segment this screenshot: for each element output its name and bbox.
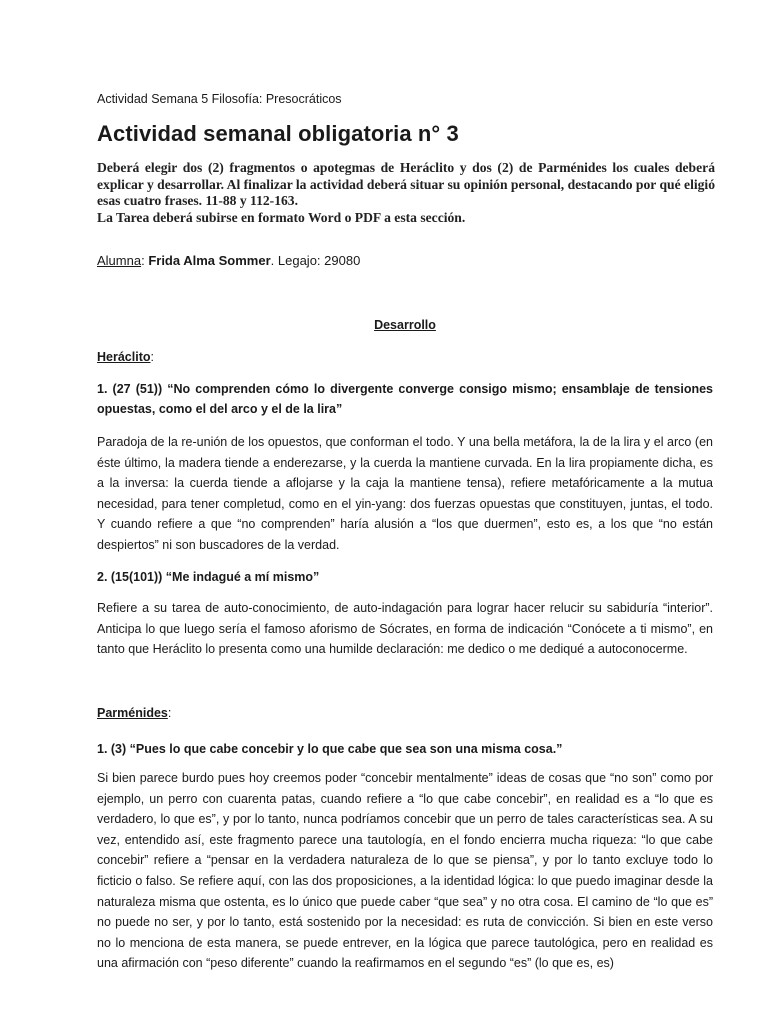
heraclito-fragment-1-quote: 1. (27 (51)) “No comprenden cómo lo divergente converge consigo mismo; ensamblaje de tensiones opuestas, como el del arco y el de la lira”: [97, 382, 713, 416]
parmenides-heading-text: Parménides: [97, 706, 168, 720]
parmenides-fragment-1-quote: 1. (3) “Pues lo que cabe concebir y lo que cabe que sea son una misma cosa.”: [97, 742, 563, 756]
heraclito-fragment-2-quote: 2. (15(101)) “Me indagué a mí mismo”: [97, 570, 320, 584]
student-label: Alumna: [97, 253, 142, 268]
development-heading: Desarrollo: [374, 318, 436, 332]
instructions-text: Deberá elegir dos (2) fragmentos o apotegmas de Heráclito y dos (2) de Parménides los cuales deberá explicar y desarrollar. Al finalizar la actividad deberá situar su opinión personal, destacando por qué eligió esas cuatro frases. 11-88 y 112-163.: [97, 160, 715, 208]
heraclito-heading-text: Heráclito: [97, 350, 151, 364]
legajo-label: . Legajo:: [270, 253, 325, 268]
parmenides-fragment-1-commentary: Si bien parece burdo pues hoy creemos poder “concebir mentalmente” ideas de cosas que “no son” como por ejemplo, un perro con cuarenta patas, cuando refiere a “lo que cabe concebir”, en realidad es a “lo que es verdadero, lo que es”, y por lo tanto, nunca podríamos concebir que un perro de tales características sea. A su vez, entendido así, este fragmento parece una tautología, en el fondo encierra mucha riqueza: “lo que cabe concebir” refiere a “pensar en la verdadera naturaleza de lo que se piensa”, y por lo tanto excluye todo lo ficticio o falso. Se refiere aquí, con las dos proposiciones, a la identidad lógica: lo que puedo imaginar desde la naturaleza misma que ostenta, es lo único que puede caber “que sea” y no otra cosa. El camino de “lo que es” no puede no ser, y por lo tanto, está sostenido por la necesidad: es ruta de convicción. Si bien en este verso no lo menciona de esta manera, se puede entrever, en la lógica que parece tautológica, pero en realidad es una afirmación con “peso diferente” cuando la reafirmamos en el segundo “es” (lo que es, es): [97, 771, 713, 971]
parmenides-heading: Parménides:: [97, 706, 172, 720]
student-name: Frida Alma Sommer: [148, 253, 271, 268]
student-info: Alumna: Frida Alma Sommer. Legajo: 29080: [97, 253, 361, 268]
heraclito-fragment-2-commentary: Refiere a su tarea de auto-conocimiento, de auto-indagación para lograr hacer relucir su sabiduría “interior”. Anticipa lo que luego sería el famoso aforismo de Sócrates, en forma de indicación “Conócete a ti mismo”, en tanto que Heráclito lo presenta como una humilde declaración: me dedico o me dediqué a autoconocerme.: [97, 601, 713, 657]
heraclito-fragment-1-commentary: Paradoja de la re-unión de los opuestos, que conforman el todo. Y una bella metáfora, la de la lira y el arco (en éste último, la madera tiende a enderezarse, y la cuerda la mantiene curvada. En la lira propiamente dicha, es a la inversa: la cuerda tiende a aflojarse y la caja la mantiene tensa), refiere metafóricamente a la mutua necesidad, para tener completud, como en el yin-yang: dos fuerzas opuestas que constituyen, juntas, el todo. Y cuando refiere a que “no comprenden” haría alusión a “los que duermen”, esto es, a los que “no están despiertos” ni son buscadores de la verdad.: [97, 435, 713, 552]
instructions-submission: La Tarea deberá subirse en formato Word o PDF a esta sección.: [97, 209, 466, 225]
heraclito-heading: Heráclito:: [97, 350, 154, 364]
page-title: Actividad semanal obligatoria n° 3: [97, 121, 459, 146]
course-subtitle: Actividad Semana 5 Filosofía: Presocráticos: [97, 92, 342, 106]
assignment-instructions: [97, 160, 715, 226]
legajo-number: 29080: [324, 253, 361, 268]
